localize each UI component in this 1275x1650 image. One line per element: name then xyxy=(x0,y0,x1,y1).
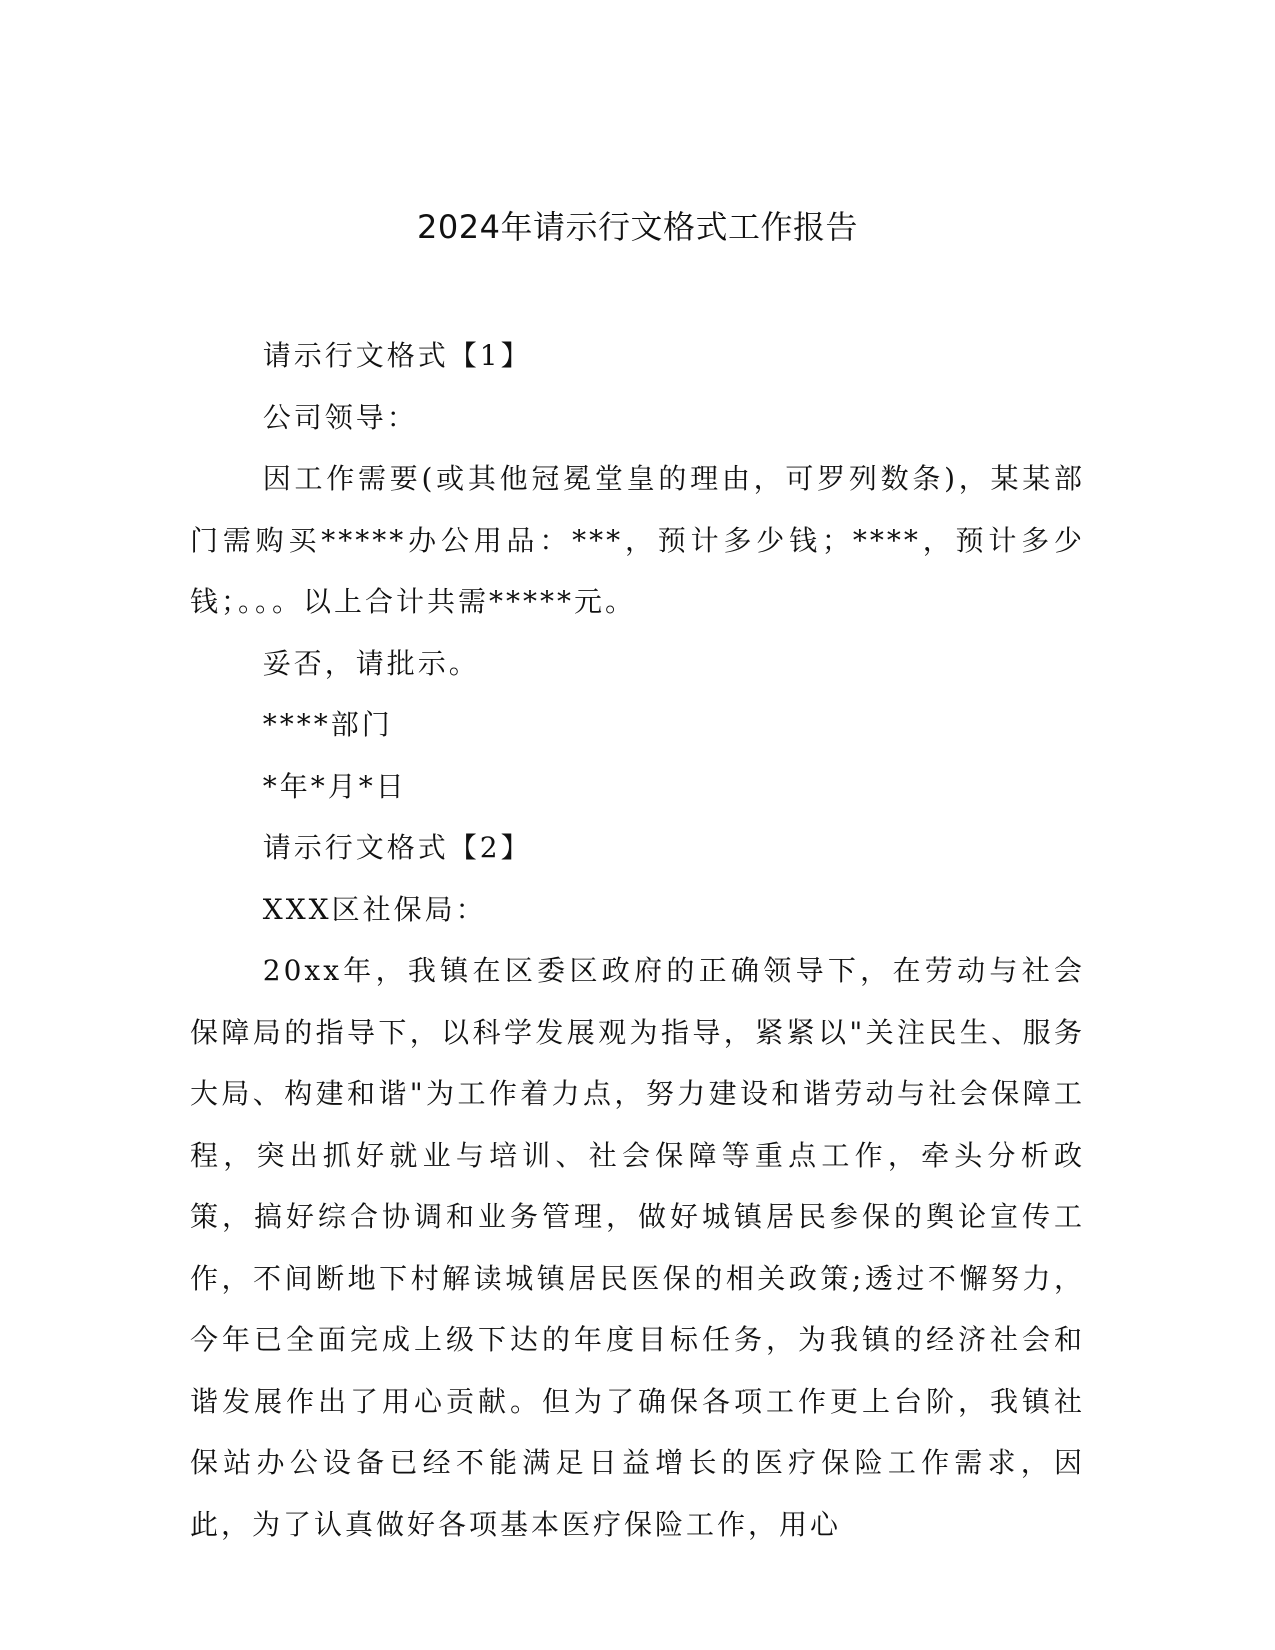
section-heading-2: 请示行文格式【2】 xyxy=(262,831,532,864)
body-paragraph-2: 20xx年，我镇在区委区政府的正确领导下，在劳动与社会保障局的指导下，以科学发展观为指导，紧紧以"关注民生、服务大局、构建和谐"为工作着力点，努力建设和谐劳动与社会保障工程，突出抓好就业与培训、社会保障等重点工作，牵头分析政策，搞好综合协调和业务管理，做好城镇居民参保的舆论宣传工作，不间断地下村解读城镇居民医保的相关政策;透过不懈努力，今年已全面完成上级下达的年度目标任务，为我镇的经济社会和谐发展作出了用心贡献。但为了确保各项工作更上台阶，我镇社保站办公设备已经不能满足日益增长的医疗保险工作需求，因此，为了认真做好各项基本医疗保险工作，用心 xyxy=(190,954,1085,1541)
closing-line: 妥否，请批示。 xyxy=(262,646,480,680)
body-paragraph-1: 因工作需要(或其他冠冕堂皇的理由，可罗列数条)，某某部门需购买*****办公用品：***，预计多少钱；****，预计多少钱；。。。以上合计共需*****元。 xyxy=(190,462,1085,618)
document-title: 2024年请示行文格式工作报告 xyxy=(417,208,858,246)
section-heading-1: 请示行文格式【1】 xyxy=(262,339,532,372)
signature-department: ****部门 xyxy=(262,708,393,741)
document-body xyxy=(190,325,1085,1555)
salutation-1: 公司领导： xyxy=(262,400,418,434)
salutation-2: XXX区社保局： xyxy=(262,892,487,926)
signature-date: *年*月*日 xyxy=(262,769,407,803)
